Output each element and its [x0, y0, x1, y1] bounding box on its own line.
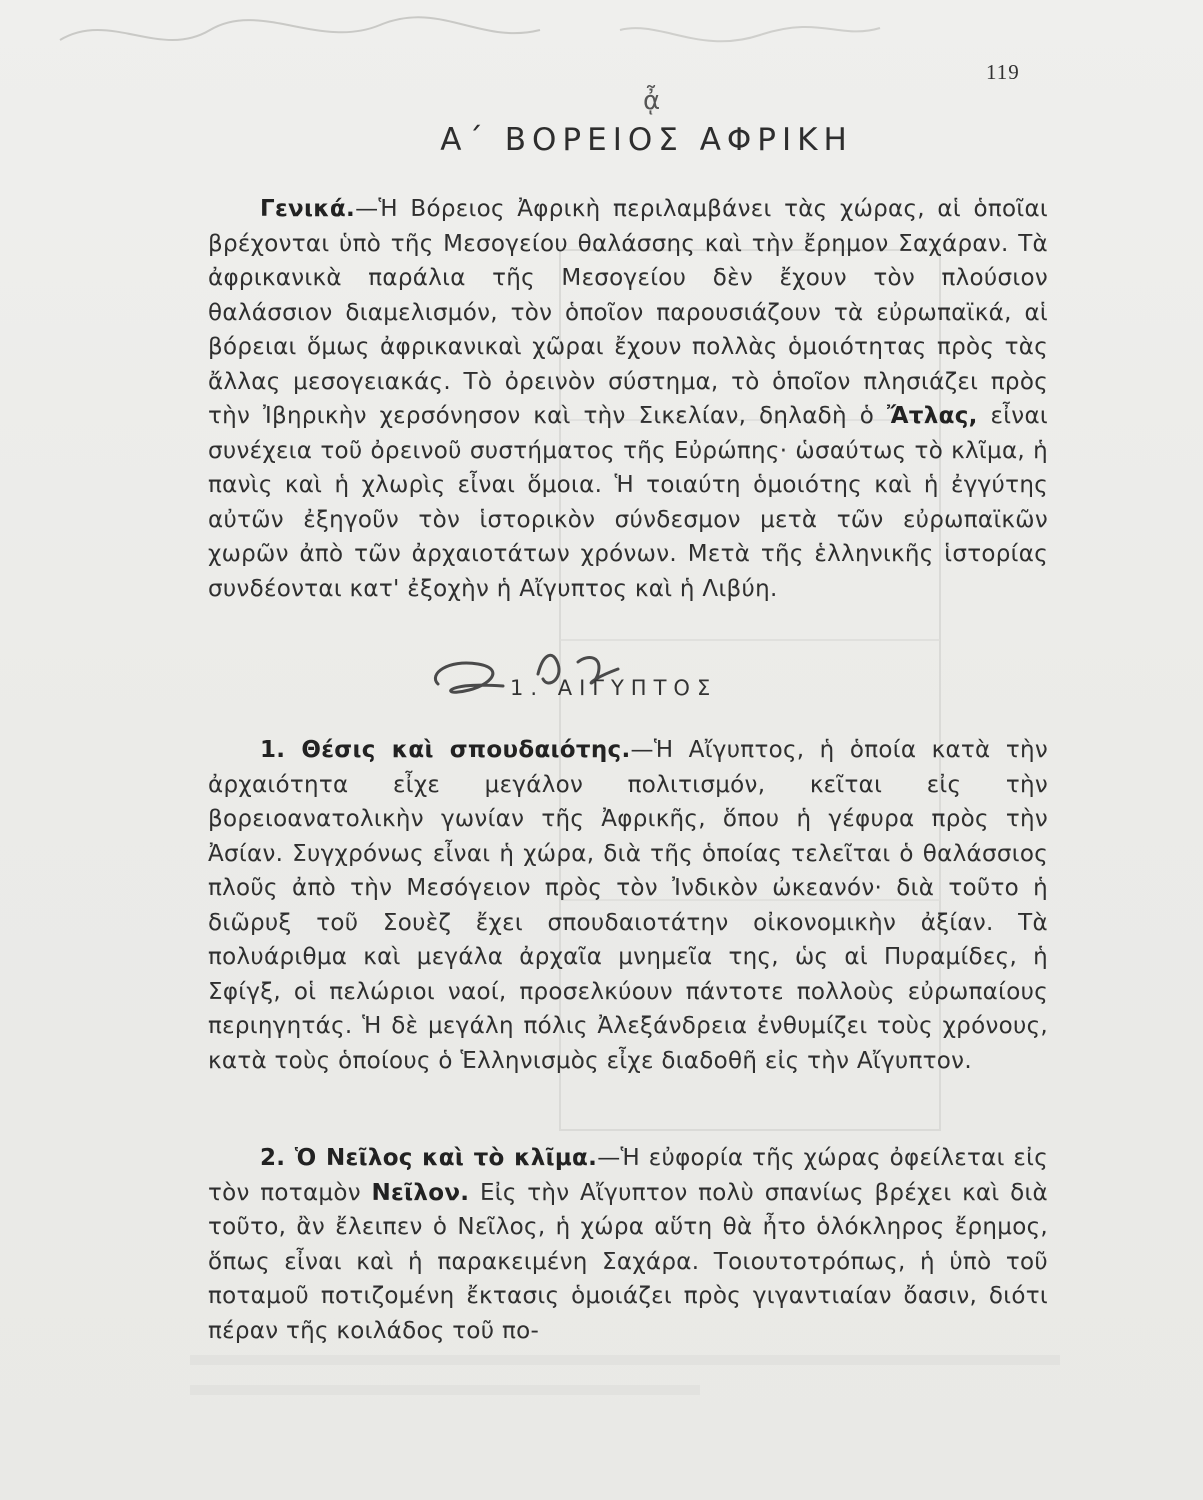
section1-text: —Ἡ Αἴγυπτος, ἡ ὁποία κατὰ τὴν ἀρχαιότητα εἶχε μεγάλον πολιτισμόν, κεῖται εἰς τὴν βορειοανατολικὴν γωνίαν τῆς Ἀφρικῆς, ὅπου ἡ γέφυρα πρὸς τὴν Ἀσίαν. Συγχρόνως εἶναι ἡ χώρα, διὰ τῆς ὁποίας τελεῖται ὁ θαλάσσιος πλοῦς ἀπὸ τὴν Μεσόγειον πρὸς τὸν Ἰνδικὸν ὠκεανόν· διὰ τοῦτο ἡ διῶρυξ τοῦ Σουὲζ ἔχει σπουδαιοτάτην οἰκονομικὴν ἀξίαν. Τὰ πολυάριθμα καὶ μεγάλα ἀρχαῖα μνημεῖα της, ὡς αἱ Πυραμίδες, ἡ Σφίγξ, οἱ πελώριοι ναοί, προσελκύουν πάντοτε πολλοὺς εὐρωπαίους περιηγητάς. Ἡ δὲ μεγάλη πόλις Ἀλεξάνδρεια ἐνθυμίζει τοὺς χρόνους, κατὰ τοὺς ὁποίους ὁ Ἑλληνισμὸς εἶχε διαδοθῆ εἰς τὴν Αἴγυπτον.	[208, 737, 1048, 1074]
section1-paragraph	[208, 733, 1048, 1078]
handwritten-annotation	[418, 634, 648, 714]
section-title: 1. ΑΙΓΥΠΤΟΣ	[510, 676, 718, 700]
intro-text-after: εἶναι συνέχεια τοῦ ὀρεινοῦ συστήματος τῆς Εὐρώπης· ὡσαύτως τὸ κλῖμα, ἡ πανὶς καὶ ἡ χλωρὶς εἶναι ὅμοια. Ἡ τοιαύτη ὁμοιότης καὶ ἡ ἐγγύτης αὐτῶν ἐξηγοῦν τὸν ἱστορικὸν σύνδεσμον μετὰ τῶν εὐρωπαϊκῶν χωρῶν ἀπὸ τῶν ἀρχαιοτάτων χρόνων. Μετὰ τῆς ἑλληνικῆς ἱστορίας συνδέονται κατ' ἐξοχὴν ἡ Αἴγυπτος καὶ ἡ Λιβύη.	[208, 403, 1049, 602]
section2-bold-word: Νεῖλον.	[371, 1179, 470, 1206]
intro-text: —Ἡ Βόρειος Ἀφρικὴ περιλαμβάνει τὰς χώρας, αἱ ὁποῖαι βρέχονται ὑπὸ τῆς Μεσογείου θαλάσσης καὶ τὴν ἔρημον Σαχάραν. Τὰ ἀφρικανικὰ παράλια τῆς Μεσογείου δὲν ἔχουν τὸν πλούσιον θαλάσσιον διαμελισμόν, τὸν ὁποῖον παρουσιάζουν τὰ εὐρωπαϊκά, αἱ βόρειαι ὅμως ἀφρικανικαὶ χῶραι ἔχουν πολλὰς ὁμοιότητας πρὸς τὰς ἄλλας μεσογειακάς. Τὸ ὀρεινὸν σύστημα, τὸ ὁποῖον πλησιάζει πρὸς τὴν Ἰβηρικὴν χερσόνησον καὶ τὴν Σικελίαν, δηλαδὴ ὁ	[208, 196, 1048, 429]
section2-paragraph	[208, 1141, 1048, 1348]
section1-heading: 1. Θέσις καὶ σπουδαιότης.	[260, 737, 631, 763]
chapter-title: Α΄ ΒΟΡΕΙΟΣ ΑΦΡΙΚΗ	[440, 122, 853, 158]
intro-paragraph	[208, 192, 1048, 606]
ink-mark: ᾆ	[643, 86, 661, 116]
pencil-scribble-top-right	[620, 27, 880, 41]
intro-heading: Γενικά.	[260, 196, 356, 222]
pencil-scribble-top	[60, 17, 540, 40]
page-number: 119	[986, 60, 1020, 84]
section2-text: —Ἡ εὐφορία τῆς χώρας ὀφείλεται εἰς τὸν ποταμὸν	[208, 1145, 1048, 1206]
intro-bold-word: Ἄτλας,	[886, 403, 978, 429]
section2-text-after: Εἰς τὴν Αἴγυπτον πολὺ σπανίως βρέχει καὶ διὰ τοῦτο, ἂν ἔλειπεν ὁ Νεῖλος, ἡ χώρα αὕτη θὰ ἦτο ὁλόκληρος ἔρημος, ὅπως εἶναι καὶ ἡ παρακειμένη Σαχάρα. Τοιουτοτρόπως, ἡ ὑπὸ τοῦ ποταμοῦ ποτιζομένη ἔκτασις ὁμοιάζει πρὸς γιγαντιαίαν ὄασιν, διότι πέραν τῆς κοιλάδος τοῦ πο-	[208, 1179, 1048, 1344]
section2-heading: 2. Ὁ Νεῖλος καὶ τὸ κλῖμα.	[260, 1145, 598, 1171]
